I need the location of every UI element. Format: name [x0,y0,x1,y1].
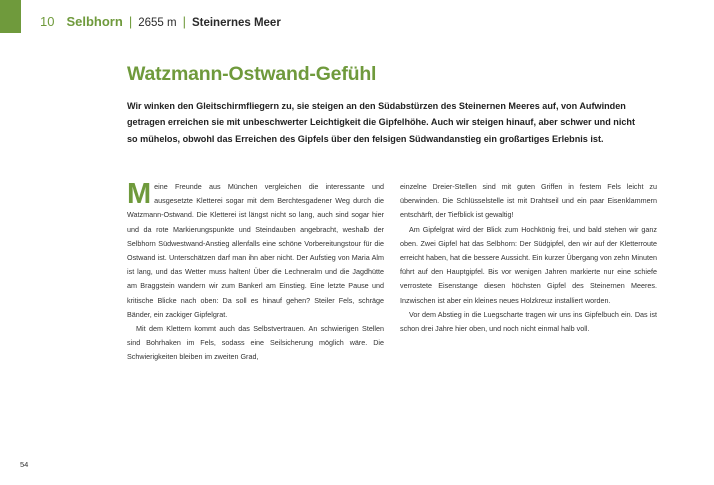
body-paragraph [127,180,384,322]
peak-altitude: 2655 m [138,17,177,29]
body-paragraph: Vor dem Abstieg in die Luegscharte tragen wir uns ins Gipfelbuch ein. Das ist schon drei Jahre hier oben, und noch nicht einmal halb voll. [400,309,657,334]
drop-cap: M [127,178,152,210]
running-header [40,14,281,34]
page-number: 54 [20,460,29,469]
region-name: Steinernes Meer [191,17,281,29]
text-column-left [127,180,384,365]
chapter-number: 10 [40,14,55,29]
chapter-color-tab [0,0,21,33]
body-paragraph-text: eine Freunde aus München vergleichen die interessante und ausgesetzte Kletterei sogar mit dem Berchtesgadener Weg durch die Watzmann-Ostwand. Die Kletterei ist längst nicht so lang, auch sind sogar hier und da rote Markierungspunkte und Steindauben angebracht, weshalb der Selbhorn Südwestwand-Anstieg allenfalls eine schöne Vorbereitungstour für die Ostwand ist. Unterschätzen darf man ihn aber nicht. Der Aufstieg von Maria Alm ist lang, und das Wetter muss halten! Über die Lechneralm und die Jagdhütte am Braggstein wandern wir zum Bankerl am Einstieg. Eine letzte Pause und kritische Blicke nach oben: Da soll es hinauf gehen? Steiler Fels, schräge Bänder, ein zackiger Gipfelgrat. [127,182,384,319]
article-title: Watzmann-Ostwand-Gefühl [127,63,377,85]
body-paragraph: Mit dem Klettern kommt auch das Selbstvertrauen. An schwierigen Stellen sind Bohrhaken im Fels, sodass eine Seilsicherung möglich wäre. Die Schwierigkeiten bleiben im zweiten Grad, [127,324,384,362]
header-separator: | [182,14,186,29]
text-column-right [400,180,657,336]
peak-name: Selbhorn [66,14,123,29]
body-paragraph: Am Gipfelgrat wird der Blick zum Hochkönig frei, und bald stehen wir ganz oben. Zwei Gipfel hat das Selbhorn: Der Südgipfel, den wir auf der Kletterroute erreicht haben, hat die bessere Aussicht. Ein kurzer Übergang von zehn Minuten führt auf den Hauptgipfel. Bis vor wenigen Jahren markierte nur eine schiefe verrostete Eisenstange diesen höchsten Gipfel des Steinernen Meeres. Inzwischen ist aber ein kleines neues Holzkreuz installiert worden. [400,224,657,305]
body-paragraph: einzelne Dreier-Stellen sind mit guten Griffen in festem Fels leicht zu überwinden. Die Schlüsselstelle ist mit Drahtseil und ein paar Eisenklammern entschärft, der Tiefblick ist gewaltig! [400,182,657,220]
header-separator: | [128,14,133,29]
article-lead: Wir winken den Gleitschirmfliegern zu, sie steigen an den Südabstürzen des Steinernen Meeres auf, von Aufwinden getragen erreichen sie mit unbeschwerter Leichtigkeit die Gipfelhöhe. Auch wir steigen hinauf, aber schwer und nicht so mühelos, obwohl das Erreichen des Gipfels über den felsigen Südwandanstieg ein großartiges Erlebnis ist. [127,101,636,144]
